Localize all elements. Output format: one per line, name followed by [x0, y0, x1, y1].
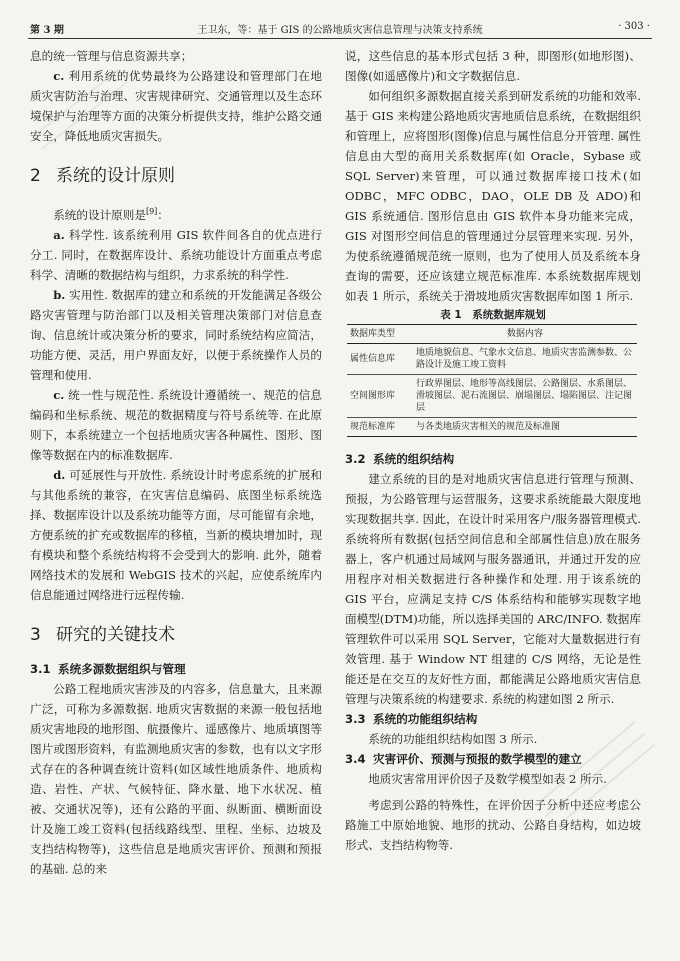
section-number: 2 — [30, 166, 41, 186]
paragraph-text: 利用系统的优势最终为公路建设和管理部门在地质灾害防治与治理、灾害规律研究、交通管理以及生态环境保护与治理等方面的决策分析提供支持，维护公路交通安全，降低地质灾害损失。 — [30, 69, 322, 143]
paragraph: 建立系统的目的是对地质灾害信息进行管理与预测、预报，为公路管理与运营服务，这要求系统能最大限度地实现数据共享. 因此，在设计时采用客户/服务器管理模式. 系统将所有数据(包括空间信息和全部属性信息)放在服务器上，客户机通过局域网与服务器通讯，并通过开发的应用程序对相关数据进行各种操作和处理. 用于该系统的 GIS 平台，应满足支持 C/S 体系结构和能够实现数字地面模型(DTM)功能，所以选择美国的 ARC/INFO. 数据库管理软件可以采用 SQL Server，它能对大量数据进行有效管理. 基于 Window NT 组建的 C/S 网络，无论是性能还是在交互的友好性方面，都能满足公路地质灾害信息管理与决策系统的构建要求. 系统的构建如图 2 所示. — [345, 472, 641, 706]
subsection-number: 3.4 — [345, 752, 366, 766]
table-cell: 行政界图层、地形等高线图层、公路图层、水系图层、滑坡图层、泥石流图层、崩塌图层、塌陷图层、注记图层 — [413, 375, 637, 418]
section-heading — [30, 623, 322, 647]
subsection-heading — [30, 659, 322, 679]
section-number: 3 — [30, 624, 41, 645]
subsection-heading — [345, 709, 641, 729]
paragraph: 如何组织多源数据直接关系到研发系统的功能和效率. 基于 GIS 来构建公路地质灾害地质信息系统，在数据组织和管理上，应将图形(图像)信息与属性信息分开管理. 属性信息由大型的商用关系数据库(如 Oracle，Sybase 或 SQL Server)来管理，可以通过数据库接口技术(如 ODBC，MFC ODBC，DAO，OLE DB 及 ADO)和 GIS 系统通信. 图形信息由 GIS 软件本身功能来完成，GIS 对图形空间信息的管理通过分层管理来实现. 另外，为使系统遵循规范统一原则，也为了使用人员及系统本身查询的需要，还应该建立规范标准库. 本系统数据库规划如表 1 所示，系统关于滑坡地质灾害数据库如图 1 所示. — [345, 89, 641, 303]
table-row — [347, 418, 637, 437]
right-column — [345, 46, 641, 855]
table-cell: 属性信息库 — [347, 344, 413, 375]
section-title: 系统的设计原则 — [56, 166, 175, 186]
table-row — [347, 344, 637, 375]
item-label: c. — [53, 69, 65, 83]
table-cell: 与各类地质灾害相关的规范及标准图 — [416, 422, 561, 432]
page-number: · 303 · — [618, 21, 650, 32]
running-title: 王卫东，等：基于 GIS 的公路地质灾害信息管理与决策支持系统 — [197, 25, 483, 36]
table-cell: 地质地貌信息、气象水文信息、地质灾害监测参数、公路设计及施工竣工资料 — [413, 344, 637, 375]
paragraph-text: 系统的设计原则是 — [53, 207, 146, 222]
item-label: c. — [53, 387, 65, 402]
paragraph — [30, 465, 322, 605]
section-heading — [30, 164, 322, 188]
paragraph: 系统的功能组织结构如图 3 所示. — [368, 732, 538, 746]
item-label: d. — [53, 467, 66, 482]
table-cell: 规范标准库 — [350, 422, 396, 432]
table-header: 数据内容 — [413, 325, 637, 344]
issue-number: 第 3 期 — [30, 25, 64, 36]
paragraph: 说，这些信息的基本形式包括 3 种，即图形(如地形图)、图像(如遥感像片)和文字数据信息. — [345, 49, 641, 83]
paragraph-text: 科学性. 该系统利用 GIS 软件间各自的优点进行分工. 同时，在数据库设计、系统功能设计方面重点考虑科学、清晰的数据结构与组织，力求系统的科学性. — [30, 227, 322, 282]
item-label: a. — [53, 227, 65, 242]
subsection-number: 3.3 — [345, 712, 366, 726]
subsection-heading — [345, 749, 641, 769]
running-header — [28, 18, 652, 39]
subsection-number: 3.2 — [345, 452, 366, 466]
paragraph: 考虑到公路的特殊性，在评价因子分析中还应考虑公路施工中原始地貌、地形的扰动、公路自身结构，如边坡形式、支挡结构物等. — [345, 798, 641, 852]
database-table — [347, 324, 637, 437]
subsection-heading — [345, 449, 641, 469]
item-label: b. — [53, 287, 66, 302]
section-title: 研究的关键技术 — [56, 624, 175, 645]
subsection-title: 系统的功能组织结构 — [373, 712, 478, 726]
paragraph: 地质灾害常用评价因子及数学模型如表 2 所示. — [368, 772, 607, 786]
paragraph — [30, 285, 322, 385]
subsection-title: 灾害评价、预测与预报的数学模型的建立 — [373, 752, 582, 766]
paragraph: 息的统一管理与信息资源共享； — [30, 49, 193, 63]
paragraph: 公路工程地质灾害涉及的内容多，信息量大，且来源广泛，可称为多源数据. 地质灾害数据的来源一般包括地质灾害地段的地形图、航摄像片、遥感像片、地质填图等图片或图形资料，有监测地质灾害的参数，也有以文字形式存在的各种调查统计资料(如区域性地质条件、地质构造、岩性、产状、气候特征、降水量、地下水状况、植被、交通状况等)，还有公路的平面、纵断面、横断面设计及施工竣工资料(包括线路线型、里程、坐标、边坡及支挡结构物等)，这些信息是地质灾害评价、预测和预报的基础. 总的来 — [30, 681, 322, 876]
paragraph — [30, 202, 322, 225]
subsection-number: 3.1 — [30, 661, 51, 676]
paragraph-text: 统一性与规范性. 系统设计遵循统一、规范的信息编码和坐标系统、规范的数据精度与符号系统等. 在此原则下，本系统建立一个包括地质灾害各种属性、图形、图像等数据在内的标准数据库. — [30, 387, 322, 462]
table-header: 数据库类型 — [347, 325, 413, 344]
subsection-title: 系统多源数据组织与管理 — [58, 661, 186, 676]
punctuation: ： — [157, 207, 169, 222]
table-cell: 空间图形库 — [347, 375, 413, 418]
paragraph — [30, 385, 322, 465]
table-row — [347, 375, 637, 418]
left-column — [30, 46, 322, 879]
paragraph-text: 实用性. 数据库的建立和系统的开发能满足各级公路灾害管理与防治部门以及相关管理决策部门对信息查询、信息统计或决策分析的要求，同时系统结构应简洁，功能方便、灵活，用户界面友好，以便于系统操作人员的管理和使用. — [30, 287, 322, 382]
paragraph — [30, 225, 322, 285]
paragraph — [30, 66, 322, 146]
table-caption: 表 1 系统数据库规划 — [440, 309, 546, 321]
citation-ref: [9] — [145, 207, 158, 216]
paragraph-text: 可延展性与开放性. 系统设计时考虑系统的扩展和与其他系统的兼容，在灾害信息编码、底图坐标系统选择、数据库设计以及系统功能等方面，尽可能留有余地，方便系统的扩充或数据库的移植，当新的模块增加时，现有模块和整个系统结构将不会受到大的影响. 此外，随着网络技术的发展和 WebGIS 技术的兴起，应使系统库内信息能通过网络进行远程传输. — [30, 467, 322, 602]
subsection-title: 系统的组织结构 — [373, 452, 455, 466]
